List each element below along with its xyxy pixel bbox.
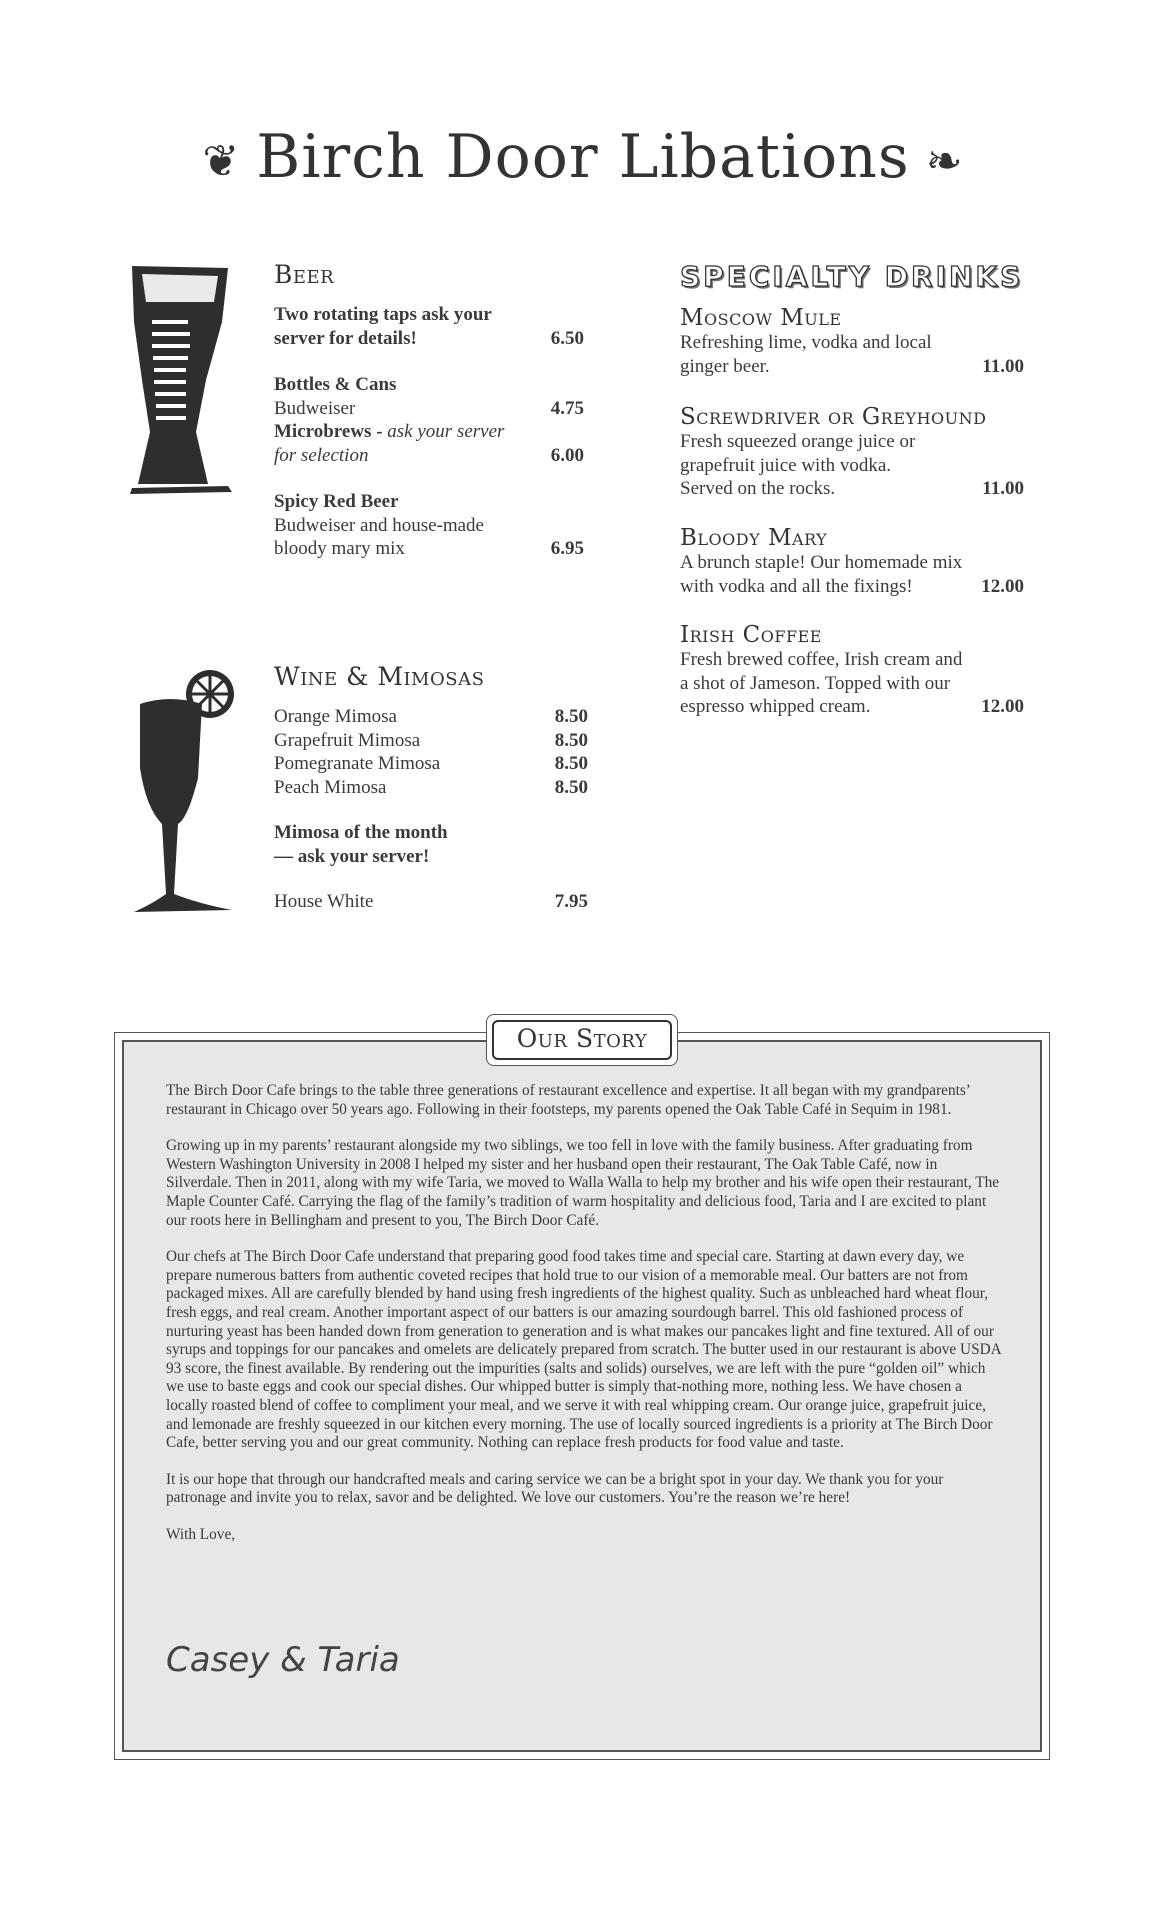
wine-item-price: 8.50 [554,706,588,727]
drink-desc-line: espresso whipped cream. [680,696,871,717]
house-white-name: House White [274,891,374,912]
story-paragraph: Growing up in my parents’ restaurant alongside my two siblings, we too fell in love with the family business. After graduating from Western Washington University in 2008 I helped my sister and her husband open their restaurant, The Oak Table Café, now in Silverdale. Then in 2011, along with my wife Taria, we moved to Walla Walla to help my brother and his wife open their restaurant, The Maple Counter Café. Carrying the flag of the family’s tradition of warm hospitality and delicious food, Taria and I are excited to plant our roots here in Bellingham and present to you, The Birch Door Café. [166,1137,1000,1229]
mimosa-glass-icon [130,668,240,928]
microbrews-name: Microbrews - [274,421,383,442]
drink-name: Screwdriver or Greyhound [680,404,987,430]
drink-desc-line: A brunch staple! Our homemade mix [680,552,963,573]
microbrews-row [274,444,584,468]
rotating-taps-line2: server for details! [274,327,417,349]
story-paragraph: Our chefs at The Birch Door Cafe understand that preparing good food takes time and special care. Starting at dawn every day, we prepare numerous batters from authentic coveted recipes that hold true to our vision of a memorable meal. Our batters are not from packaged mixes. All are carefully blended by hand using fresh ingredients of the highest quality. Such as unbleached hard wheat flour, fresh eggs, and real cream. Another important aspect of our batters is our amazing sourdough barrel. This old fashioned process of nurturing yeast has been handed down from generation to generation and is what makes our pancakes light and fine textured. All of our syrups and toppings for our pancakes and omelets are delicately prepared from scratch. The butter used in our restaurant is above USDA 93 score, the finest available. By rendering out the impurities (salts and solids) ourselves, we are left with the pure “golden oil” which we use to baste eggs and cook our special dishes. Our whipped butter is simply that-nothing more, nothing less. We have chosen a locally roasted blend of coffee to compliment your meal, and we serve it with real whipping cream. Our orange juice, grapefruit juice, and lemonade are freshly squeezed in our kitchen every morning. The use of locally sourced ingredients is a priority at The Birch Door Cafe, better serving you and our great community. Nothing can replace fresh products for food value and taste. [166,1248,1001,1452]
drink-name: Bloody Mary [680,525,828,551]
story-paragraph: The Birch Door Cafe brings to the table three generations of restaurant excellence and expertise. It all began with my grandparents’ restaurant in Chicago over 50 years ago. Following in their footsteps, my parents opened the Oak Table Café in Sequim in 1981. [166,1082,970,1118]
microbrews-note2: for selection [274,444,369,466]
specialty-drink [680,404,1024,501]
drink-desc-line: Fresh squeezed orange juice or [680,431,916,452]
wine-heading: Wine & Mimosas [274,662,485,691]
drink-price: 11.00 [982,478,1024,499]
beer-glass-icon [128,262,238,498]
wine-item-price: 8.50 [554,753,588,774]
spicy-line1: Budweiser and house-made [274,514,484,536]
signature: Casey & Taria [166,1640,400,1680]
microbrews-line1 [274,420,584,444]
drink-name: Irish Coffee [680,622,822,648]
drink-price-row [680,575,1024,599]
wine-item-name: Peach Mimosa [274,776,387,798]
story-closing: With Love, [166,1525,236,1543]
drink-price: 12.00 [981,575,1024,597]
spicy-line2: bloody mary mix [274,538,405,559]
story-text [166,1082,1004,1562]
wine-item [274,776,588,800]
mimosa-month-line2: — ask your server! [274,845,430,867]
wine-item [274,729,588,753]
specialty-drink [680,622,1024,719]
drink-desc-line: Refreshing lime, vodka and local [680,332,932,353]
drink-price-row [680,477,1024,501]
bottles-heading: Bottles & Cans [274,374,397,395]
drink-desc-line: Served on the rocks. [680,478,836,499]
beer-list [274,303,584,561]
wine-item [274,705,588,729]
wine-item-name: Grapefruit Mimosa [274,729,421,751]
specialty-drink [680,525,1024,598]
story-label: Our Story [492,1020,672,1060]
story-paragraph: It is our hope that through our handcrafted meals and caring service we can be a bright spot in your day. We thank you for your patronage and invite you to relax, savor and be delighted. We love our customers. You’re the reason we’re here! [166,1470,944,1507]
house-white-row [274,890,588,914]
scroll-ornament-right-icon: ❧ [925,135,964,187]
drink-desc-line: Fresh brewed coffee, Irish cream and [680,649,963,670]
rotating-taps-line1: Two rotating taps ask your [274,304,492,325]
drink-price: 11.00 [982,355,1024,377]
drink-price-row [680,355,1024,379]
page-title [0,122,1166,192]
wine-item-price: 8.50 [554,776,588,798]
drink-price-row [680,695,1024,719]
drink-desc-line: grapefruit juice with vodka. [680,454,892,476]
rotating-taps-row [274,327,584,351]
beer-heading: Beer [274,260,335,289]
drink-desc-line: ginger beer. [680,355,770,377]
wine-item [274,752,588,776]
budweiser-row [274,397,584,421]
title-text: Birch Door Libations [256,122,910,192]
wine-item-name: Orange Mimosa [274,706,397,727]
spicy-row [274,537,584,561]
drink-name: Moscow Mule [680,305,842,331]
wine-item-price: 8.50 [554,729,588,751]
spicy-name: Spicy Red Beer [274,491,399,512]
drink-desc-line: a shot of Jameson. Topped with our [680,672,951,694]
wine-item-name: Pomegranate Mimosa [274,753,441,774]
spicy-price: 6.95 [550,538,584,559]
rotating-taps-price: 6.50 [550,327,584,349]
specialty-heading: SPECIALTY DRINKS [680,260,1024,293]
budweiser-price: 4.75 [550,397,584,419]
microbrews-note1: ask your server [387,421,505,442]
specialty-drink [680,305,1024,378]
drink-price: 12.00 [981,696,1024,717]
microbrews-price: 6.00 [550,444,584,466]
drink-desc-line: with vodka and all the fixings! [680,575,913,597]
scroll-ornament-left-icon: ❦ [202,135,241,187]
mimosa-month-line1: Mimosa of the month [274,822,448,843]
budweiser-name: Budweiser [274,397,356,419]
wine-list [274,705,588,914]
house-white-price: 7.95 [554,891,588,912]
